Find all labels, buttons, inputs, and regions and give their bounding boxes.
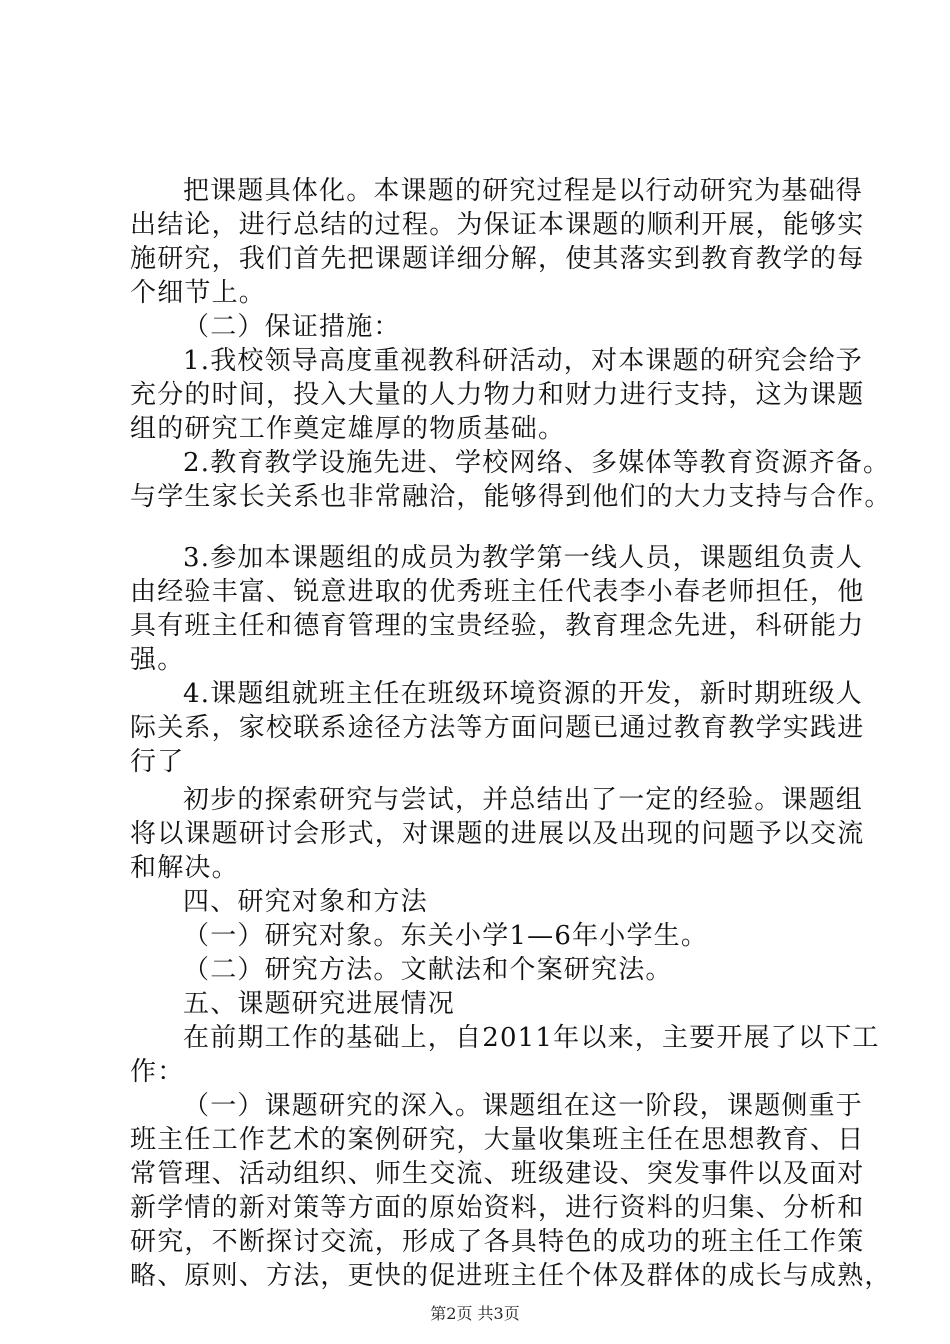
section-heading: 四、研究对象和方法 xyxy=(183,887,428,917)
text-line: 2.教育教学设施先进、学校网络、多媒体等教育资源齐备。 xyxy=(183,448,891,478)
text-line: 略、原则、方法，更快的促进班主任个体及群体的成长与成熟， xyxy=(130,1261,892,1291)
text-line: （二）保证措施： xyxy=(183,312,401,342)
text-line: 由经验丰富、锐意进取的优秀班主任代表李小春老师担任，他 xyxy=(130,577,865,607)
page-footer: 第2页 共3页 xyxy=(430,1304,520,1323)
text-line: 班主任工作艺术的案例研究，大量收集班主任在思想教育、日 xyxy=(130,1125,865,1155)
text-line: 新学情的新对策等方面的原始资料，进行资料的归集、分析和 xyxy=(130,1193,865,1223)
text-line: 际关系，家校联系途径方法等方面问题已通过教育教学实践进 xyxy=(130,713,865,743)
text-line: 和解决。 xyxy=(130,853,239,883)
section-heading: 五、课题研究进展情况 xyxy=(183,989,456,1019)
text-line: 充分的时间，投入大量的人力物力和财力进行支持，这为课题 xyxy=(130,380,865,410)
text-line: （一）课题研究的深入。课题组在这一阶段，课题侧重于 xyxy=(183,1091,864,1121)
text-line: 组的研究工作奠定雄厚的物质基础。 xyxy=(130,414,566,444)
text-line: （一）研究对象。东关小学1—6年小学生。 xyxy=(183,921,709,951)
text-line: 具有班主任和德育管理的宝贵经验，教育理念先进，科研能力 xyxy=(130,611,865,641)
text-line: 将以课题研讨会形式，对课题的进展以及出现的问题予以交流 xyxy=(130,819,865,849)
text-line: 行了 xyxy=(130,747,185,777)
text-line: 在前期工作的基础上，自2011年以来，主要开展了以下工 xyxy=(183,1023,880,1053)
text-line: 出结论，进行总结的过程。为保证本课题的顺利开展，能够实 xyxy=(130,210,865,240)
text-line: 1.我校领导高度重视教科研活动，对本课题的研究会给予 xyxy=(183,346,864,376)
text-line: 与学生家长关系也非常融洽，能够得到他们的大力支持与合作。 xyxy=(130,482,892,512)
text-line: 作： xyxy=(130,1057,185,1087)
text-line: 3.参加本课题组的成员为教学第一线人员，课题组负责人 xyxy=(183,543,864,573)
text-line: 强。 xyxy=(130,645,185,675)
text-line: （二）研究方法。文献法和个案研究法。 xyxy=(183,955,673,985)
text-line: 个细节上。 xyxy=(130,278,267,308)
text-line: 把课题具体化。本课题的研究过程是以行动研究为基础得 xyxy=(183,176,864,206)
text-line: 研究，不断探讨交流，形成了各具特色的成功的班主任工作策 xyxy=(130,1227,865,1257)
text-line: 4.课题组就班主任在班级环境资源的开发，新时期班级人 xyxy=(183,679,864,709)
text-line: 常管理、活动组织、师生交流、班级建设、突发事件以及面对 xyxy=(130,1159,865,1189)
text-line: 初步的探索研究与尝试，并总结出了一定的经验。课题组 xyxy=(183,785,864,815)
text-line: 施研究，我们首先把课题详细分解，使其落实到教育教学的每 xyxy=(130,244,865,274)
